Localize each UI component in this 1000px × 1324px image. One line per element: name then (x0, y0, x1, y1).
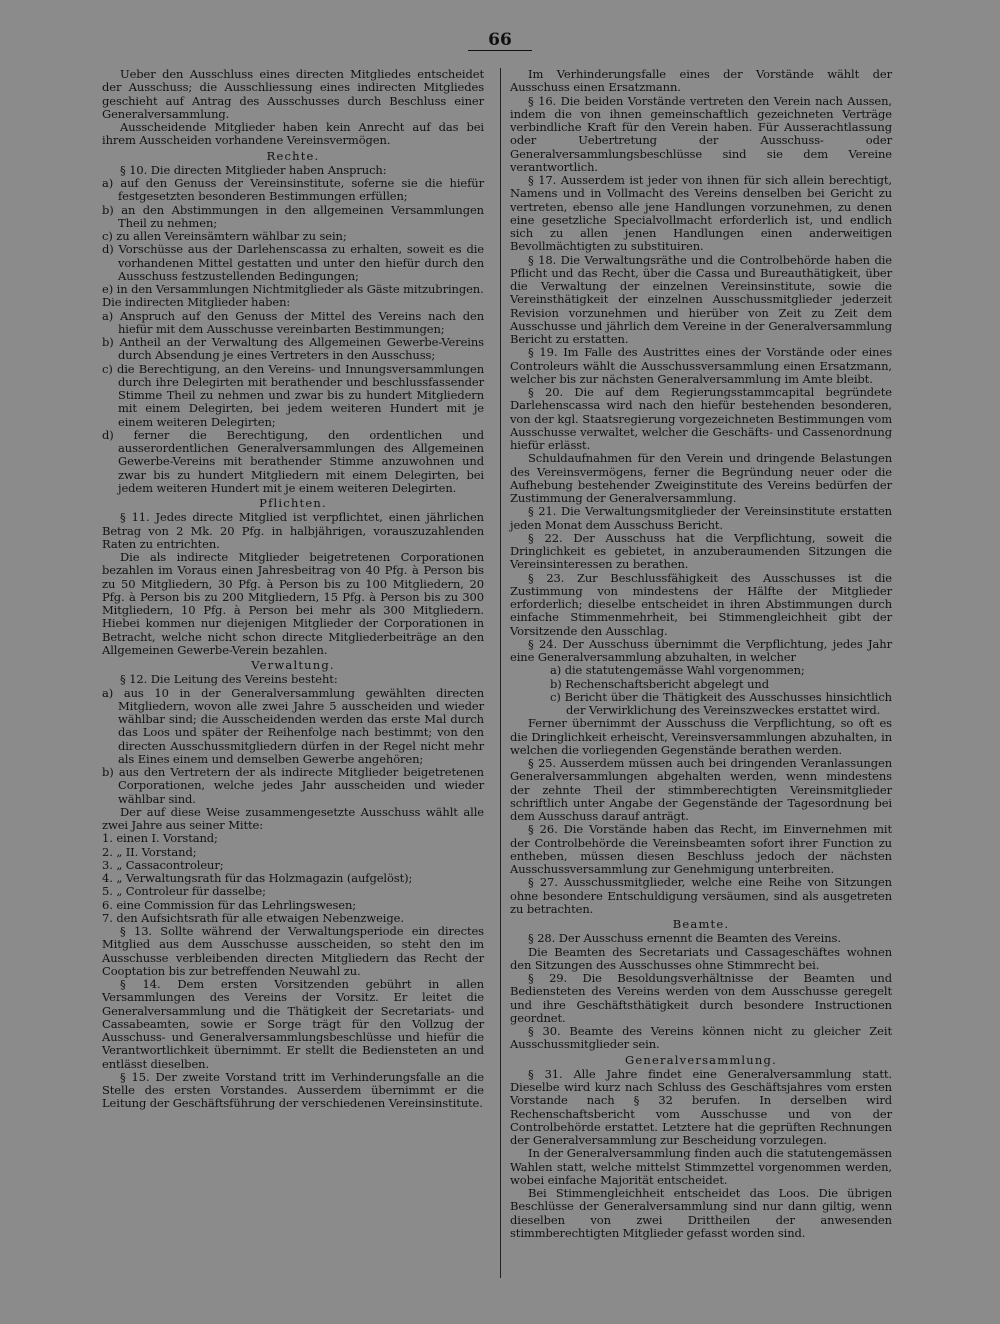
paragraph: § 11. Jedes directe Mitglied ist verpflichtet, einen jährlichen Betrag von 2 Mk. 20 Pfg. in halbjährigen, vorauszuzahlenden Raten zu entrichten. (102, 510, 484, 551)
paragraph: § 10. Die directen Mitglieder haben Anspruch: (120, 162, 387, 177)
list-item: b) Antheil an der Verwaltung des Allgemeinen Gewerbe-Vereins durch Absendung je eines Vertreters in den Ausschuss; (102, 335, 484, 363)
list-item: 3. „ Cassacontroleur; (102, 857, 224, 872)
list-item: a) Anspruch auf den Genuss der Mittel des Vereins nach den hiefür mit dem Ausschusse vereinbarten Bestimmungen; (102, 308, 484, 336)
section-heading: Generalversammlung. (625, 1052, 777, 1067)
paragraph: § 25. Ausserdem müssen auch bei dringenden Veranlassungen Generalversammlungen abgehalten werden, wenn mindestens der zehnte Theil der stimmberechtigten Vereinsmitglieder schriftlich unter Angabe der Gegenstände der Tagesordnung bei dem Ausschuss darauf anträgt. (510, 756, 892, 823)
paragraph: § 28. Der Ausschuss ernennt die Beamten des Vereins. (528, 931, 841, 946)
list-item: 5. „ Controleur für dasselbe; (102, 884, 266, 899)
paragraph: Im Verhinderungsfalle eines der Vorstände wählt der Ausschuss einen Ersatzmann. (510, 67, 892, 95)
left-column (102, 68, 484, 1111)
paragraph: § 21. Die Verwaltungsmitglieder der Vereinsinstitute erstatten jeden Monat dem Ausschuss Bericht. (510, 504, 892, 532)
paragraph: Die als indirecte Mitglieder beigetretenen Corporationen bezahlen im Voraus einen Jahresbeitrag von 40 Pfg. à Person bis zu 50 Mitgliedern, 30 Pfg. à Person bis zu 100 Mitgliedern, 20 Pfg. à Person bis zu 200 Mitgliedern, 15 Pfg. à Person bis zu 300 Mitgliedern, 10 Pfg. à Person bei mehr als 300 Mitgliedern. Hiebei kommen nur diejenigen Mitglieder der Corporationen in Betracht, welche nicht schon directe Mitgliederbeiträge an den Allgemeinen Gewerbe-Verein bezahlen. (102, 550, 484, 657)
paragraph: § 30. Beamte des Vereins können nicht zu gleicher Zeit Ausschussmitglieder sein. (510, 1024, 892, 1052)
list-item: a) die statutengemässe Wahl vorgenommen; (550, 663, 805, 678)
paragraph: Bei Stimmengleichheit entscheidet das Loos. Die übrigen Beschlüsse der Generalversammlung sind nur dann giltig, wenn dieselben von zwei Drittheilen der anwesenden stimmberechtigten Mitglieder gefasst worden sind. (510, 1186, 892, 1240)
section-heading: Pflichten. (259, 496, 327, 510)
list-item: a) auf den Genuss der Vereinsinstitute, soferne sie die hiefür festgesetzten besonderen Bestimmungen erfüllen; (102, 176, 484, 204)
paragraph: § 22. Der Ausschuss hat die Verpflichtung, soweit die Dringlichkeit es gebietet, in anzuberaumenden Sitzungen die Vereinsinteressen zu berathen. (510, 530, 892, 572)
list-item: a) aus 10 in der Generalversammlung gewählten directen Mitgliedern, wovon alle zwei Jahre 5 ausscheiden und wieder wählbar sind; die Ausscheidenden werden das erste Mal durch das Loos und später der Reihenfolge nach bestimmt; von den directen Ausschussmitgliedern dürfen in der Regel nicht mehr als Eines einem und demselben Gewerbe angehören; (102, 685, 484, 766)
paragraph: § 24. Der Ausschuss übernimmt die Verpflichtung, jedes Jahr eine Generalversammlung abzuhalten, in welcher (510, 636, 892, 664)
paragraph: § 17. Ausserdem ist jeder von ihnen für sich allein berechtigt, Namens und in Vollmacht des Vereins denselben bei Gericht zu vertreten, ebenso alle jene Handlungen vorzunehmen, zu denen eine gesetzliche Specialvollmacht erforderlich ist, und endlich sich zu allen jenen Handlungen einen anderweitigen Bevollmächtigten zu substituiren. (510, 173, 892, 254)
list-item: b) Rechenschaftsbericht abgelegt und (550, 676, 769, 691)
paragraph: In der Generalversammlung finden auch die statutengemässen Wahlen statt, welche mittelst Stimmzettel vorgenommen werden, wobei einfache Majorität entscheidet. (510, 1146, 892, 1187)
list-item: b) aus den Vertretern der als indirecte Mitglieder beigetretenen Corporationen, welche jedes Jahr ausscheiden und wieder wählbar sind. (102, 765, 484, 806)
paragraph: § 18. Die Verwaltungsräthe und die Controlbehörde haben die Pflicht und das Recht, über die Cassa und Bureauthätigkeit, über die Verwaltung der einzelnen Vereinsinstitute, sowie die Vereinsthätigkeit der einzelnen Ausschussmitglieder jederzeit Revision vorzunehmen und hierüber von Zeit zu Zeit dem Ausschusse und jährlich dem Vereine in der Generalversammlung Bericht zu erstatten. (510, 252, 892, 346)
paragraph: § 12. Die Leitung des Vereins besteht: (120, 672, 338, 687)
paragraph: § 13. Sollte während der Verwaltungsperiode ein directes Mitglied aus dem Ausschusse ausscheiden, so steht den im Ausschusse verbleibenden directen Mitgliedern das Recht der Cooptation bis zur betreffenden Neuwahl zu. (102, 924, 484, 978)
paragraph: Der auf diese Weise zusammengesetzte Ausschuss wählt alle zwei Jahre aus seiner Mitte: (102, 804, 484, 832)
section-heading: Verwaltung. (251, 658, 335, 672)
list-item: 4. „ Verwaltungsrath für das Holzmagazin (aufgelöst); (102, 871, 413, 885)
list-item: 2. „ II. Vorstand; (102, 844, 197, 859)
section-heading: Beamte. (672, 917, 730, 931)
paragraph: § 31. Alle Jahre findet eine Generalversammlung statt. Dieselbe wird kurz nach Schluss des Geschäftsjahres vom ersten Vorstande nach § 32 berufen. In derselben wird Rechenschaftsbericht vom Ausschusse und von der Controlbehörde erstattet. Letztere hat die geprüften Rechnungen der Generalversammlung zur Bescheidung vorzulegen. (510, 1066, 892, 1147)
paragraph: § 19. Im Falle des Austrittes eines der Vorstände oder eines Controleurs wählt die Ausschussversammlung einen Ersatzmann, welcher bis zur nächsten Generalversammlung im Amte bleibt. (510, 345, 892, 386)
paragraph: § 27. Ausschussmitglieder, welche eine Reihe von Sitzungen ohne besondere Entschuldigung versäumen, sind als ausgetreten zu betrachten. (510, 875, 892, 916)
list-item: 7. den Aufsichtsrath für alle etwaigen Nebenzweige. (102, 910, 404, 925)
paragraph: § 16. Die beiden Vorstände vertreten den Verein nach Aussen, indem die von ihnen gemeinschaftlich gezeichneten Verträge verbindliche Kraft für den Verein haben. Für Ausserachtlassung oder Uebertretung der Ausschuss- oder Generalversammlungsbeschlüsse sind sie dem Vereine verantwortlich. (510, 93, 892, 174)
list-item: 6. eine Commission für das Lehrlingswesen; (102, 897, 357, 912)
section-heading: Rechte. (266, 148, 320, 163)
list-item: d) Vorschüsse aus der Darlehenscassa zu erhalten, soweit es die vorhandenen Mittel gestatten und unter den hiefür durch den Ausschuss festzustellenden Bedingungen; (102, 242, 484, 283)
column-divider (500, 68, 501, 1278)
paragraph: § 26. Die Vorstände haben das Recht, im Einvernehmen mit der Controlbehörde die Vereinsbeamten sofort ihrer Function zu entheben, müssen diesen Beschluss jedoch der nächsten Ausschussversammlung zur Genehmigung unterbreiten. (510, 822, 892, 876)
paragraph: Ueber den Ausschluss eines directen Mitgliedes entscheidet der Ausschuss; die Ausschliessung eines indirecten Mitgliedes geschieht auf Antrag des Ausschusses durch Beschluss einer Generalversammlung. (102, 67, 484, 121)
paragraph: § 20. Die auf dem Regierungsstammcapital begründete Darlehenscassa wird nach den hiefür bestehenden besonderen, von der kgl. Staatsregierung vorgezeichneten Bestimmungen vom Ausschusse verwaltet, welcher die Geschäfts- und Cassenordnung hiefür erlässt. (510, 385, 892, 452)
list-item: d) ferner die Berechtigung, den ordentlichen und ausserordentlichen Generalversammlungen des Allgemeinen Gewerbe-Vereins mit berathender Stimme anzuwohnen und zwar bis zu hundert Mitgliedern mit einem Delegirten, bei jedem weiteren Hundert mit je einem weiteren Delegirten. (102, 427, 484, 495)
right-column (510, 68, 892, 1240)
paragraph: Die indirecten Mitglieder haben: (102, 295, 291, 310)
list-item: c) Bericht über die Thätigkeit des Ausschusses hinsichtlich der Verwirklichung des Vereinszweckes erstattet wird. (550, 689, 892, 717)
paragraph: § 23. Zur Beschlussfähigkeit des Ausschusses ist die Zustimmung von mindestens der Hälfte der Mitglieder erforderlich; dieselbe entscheidet in ihren Abstimmungen durch einfache Stimmenmehrheit, bei Stimmengleichheit gibt der Vorsitzende den Ausschlag. (510, 570, 892, 638)
list-item: c) zu allen Vereinsämtern wählbar zu sein; (102, 229, 347, 243)
paragraph: Ausscheidende Mitglieder haben kein Anrecht auf das bei ihrem Ausscheiden vorhandene Vereinsvermögen. (102, 120, 484, 148)
list-item: c) die Berechtigung, an den Vereins- und Innungsversammlungen durch ihre Delegirten mit berathender und beschlussfassender Stimme Theil zu nehmen und zwar bis zu hundert Mitgliedern mit einem Delegirten, bei jedem weiteren Hundert mit je einem weiteren Delegirten; (102, 361, 484, 429)
list-item: e) in den Versammlungen Nichtmitglieder als Gäste mitzubringen. (102, 282, 484, 296)
paragraph: Die Beamten des Secretariats und Cassageschäftes wohnen den Sitzungen des Ausschusses ohne Stimmrecht bei. (510, 944, 892, 972)
paragraph: § 15. Der zweite Vorstand tritt im Verhinderungsfalle an die Stelle des ersten Vorstandes. Ausserdem übernimmt er die Leitung der Geschäftsführung der verschiedenen Vereinsinstitute. (102, 1069, 484, 1111)
paragraph: § 29. Die Besoldungsverhältnisse der Beamten und Bediensteten des Vereins werden von dem Ausschusse geregelt und ihre Geschäftsthätigkeit durch besondere Instructionen geordnet. (510, 971, 892, 1025)
paragraph: Ferner übernimmt der Ausschuss die Verpflichtung, so oft es die Dringlichkeit erheischt, Vereinsversammlungen abzuhalten, in welchen die vorliegenden Gegenstände berathen werden. (510, 716, 892, 757)
list-item: 1. einen I. Vorstand; (102, 831, 218, 846)
paragraph: § 14. Dem ersten Vorsitzenden gebührt in allen Versammlungen des Vereins der Vorsitz. Er leitet die Generalversammlung und die Thätigkeit der Secretariats- und Cassabeamten, sowie er Sorge trägt für den Vollzug der Ausschuss- und Generalversammlungsbeschlüsse und hiefür die Verantwortlichkeit übernimmt. Er stellt die Bediensteten an und entlässt dieselben. (102, 977, 484, 1071)
header-rule (468, 50, 532, 51)
paragraph: Schuldaufnahmen für den Verein und dringende Belastungen des Vereinsvermögens, ferner die Begründung neuer oder die Aufhebung bestehender Zweiginstitute des Vereins bedürfen der Zustimmung der Generalversammlung. (510, 451, 892, 505)
list-item: b) an den Abstimmungen in den allgemeinen Versammlungen Theil zu nehmen; (102, 202, 484, 230)
page-number: 66 (488, 30, 512, 50)
